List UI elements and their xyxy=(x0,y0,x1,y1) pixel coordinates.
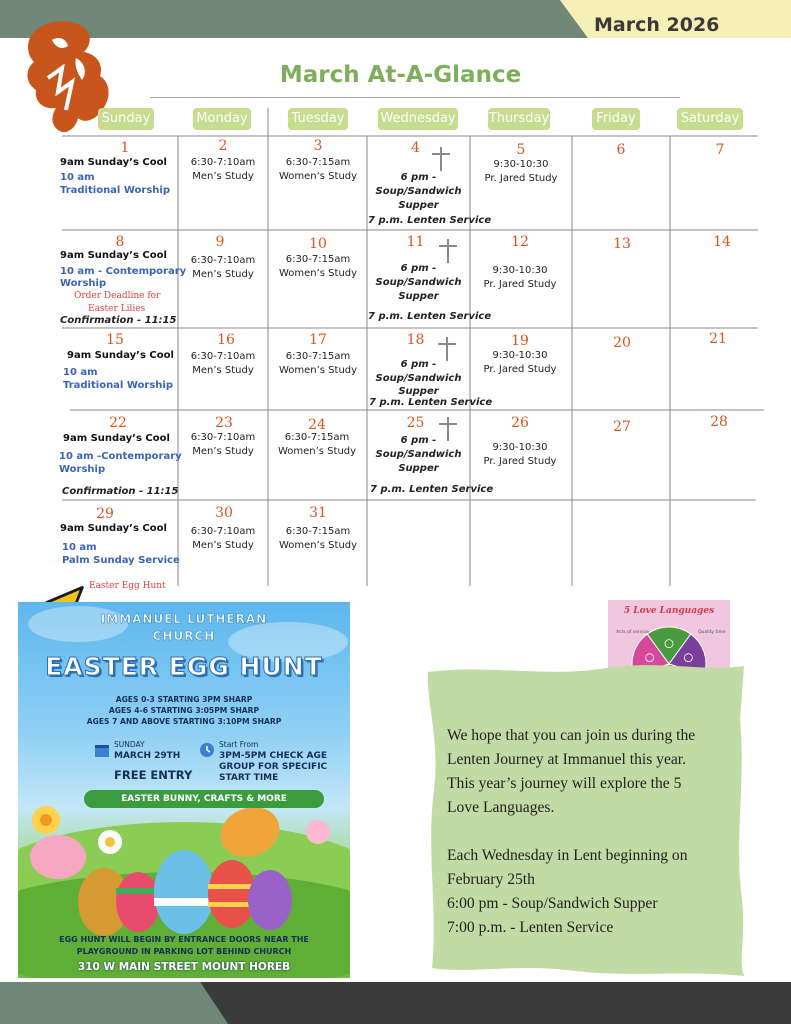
supper-event: Soup/Sandwich xyxy=(375,373,462,384)
supper-event-cont: Supper xyxy=(398,200,439,211)
calendar-cell-saturday xyxy=(670,142,770,158)
note-line xyxy=(447,820,747,844)
event-time: 9:30-10:30 xyxy=(493,159,549,170)
poster-location-1: EGG HUNT WILL BEGIN BY ENTRANCE DOORS NEAR THE xyxy=(59,935,309,944)
supper-time: 6 pm - xyxy=(400,359,437,370)
worship-time: 10 am - Contemporary xyxy=(60,266,187,277)
day-number: 16 xyxy=(217,332,235,348)
calendar-cell-monday xyxy=(178,415,268,459)
day-number: 12 xyxy=(511,234,529,250)
event-time: 9:30-10:30 xyxy=(492,265,548,276)
event-name: Men’s Study xyxy=(192,171,254,182)
calendar-cell-sunday xyxy=(50,506,160,522)
note-line: 6:00 pm - Soup/Sandwich Supper xyxy=(447,895,658,912)
day-number: 13 xyxy=(613,236,631,252)
day-number: 25 xyxy=(406,415,425,431)
easter-egg-hunt-poster xyxy=(18,602,350,978)
note-line: Lenten Journey at Immanuel this year. xyxy=(447,751,687,768)
calendar-cell-friday xyxy=(572,236,672,252)
event-name: Women’s Study xyxy=(278,268,358,279)
day-number: 11 xyxy=(406,234,425,250)
calendar-cell-tuesday xyxy=(268,138,368,184)
day-number: 20 xyxy=(613,335,631,351)
worship-event: Traditional Worship xyxy=(63,380,173,391)
calendar-cell-monday xyxy=(178,332,268,378)
note-line: We hope that you can join us during the xyxy=(447,727,696,744)
poster-day-label: SUNDAY xyxy=(114,740,145,749)
event-name: Women’s Study xyxy=(278,540,358,551)
day-number: 22 xyxy=(109,415,127,431)
note-line: Each Wednesday in Lent beginning on xyxy=(447,847,688,864)
calendar-cell-thursday xyxy=(470,142,572,186)
poster-ages-3: AGES 7 AND ABOVE STARTING 3:10PM SHARP xyxy=(86,717,282,726)
weekday-wednesday: Wednesday xyxy=(378,108,458,130)
sundays-cool-event: 9am Sunday’s Cool xyxy=(67,350,174,361)
note-line: 7:00 p.m. - Lenten Service xyxy=(447,919,614,936)
note-line: Love Languages. xyxy=(447,799,555,816)
calendar-cell-thursday xyxy=(470,234,570,292)
event-time: 9:30-10:30 xyxy=(492,442,548,453)
lily-deadline-note: Order Deadline for xyxy=(74,291,161,301)
poster-time-label: Start From xyxy=(219,740,259,749)
lenten-service: 7 p.m. Lenten Service xyxy=(368,311,492,322)
day-number: 2 xyxy=(218,138,228,154)
day-number: 19 xyxy=(511,333,529,349)
weekday-tuesday: Tuesday xyxy=(288,108,348,130)
lenten-note-text xyxy=(447,724,747,940)
event-time: 6:30-7:10am xyxy=(190,432,256,443)
sundays-cool-event: 9am Sunday’s Cool xyxy=(60,250,167,261)
event-time: 6:30-7:15am xyxy=(285,526,351,537)
calendar-cell-saturday xyxy=(670,234,774,250)
calendar-cell-monday xyxy=(178,234,268,282)
event-name: Pr. Jared Study xyxy=(483,364,557,375)
calendar-cell-saturday xyxy=(670,331,766,347)
day-number: 6 xyxy=(616,142,626,158)
month-label: March 2026 xyxy=(594,14,720,36)
event-time: 6:30-7:10am xyxy=(190,255,256,266)
supper-event: Soup/Sandwich xyxy=(375,277,462,288)
sundays-cool-event: 9am Sunday’s Cool xyxy=(60,523,167,534)
confirmation-event: Confirmation - 11:15 xyxy=(62,486,179,497)
poster-ages-2: AGES 4-6 STARTING 3:05PM SHARP xyxy=(108,706,260,715)
weekday-monday: Monday xyxy=(193,108,251,130)
supper-time: 6 pm - xyxy=(400,172,437,183)
lenten-service: 7 p.m. Lenten Service xyxy=(368,215,492,226)
calendar-cell-sunday xyxy=(50,234,190,250)
day-number: 18 xyxy=(406,332,425,348)
day-number: 30 xyxy=(215,505,233,521)
calendar-cell-friday xyxy=(572,335,672,351)
poster-address: 310 W MAIN STREET MOUNT HOREB xyxy=(77,961,291,973)
event-name: Women’s Study xyxy=(278,365,358,376)
day-number: 24 xyxy=(308,417,326,433)
event-time: 9:30-10:30 xyxy=(492,350,548,361)
day-number: 31 xyxy=(309,505,327,521)
day-number: 28 xyxy=(710,414,728,430)
event-time: 6:30-7:15am xyxy=(284,432,350,443)
day-number: 21 xyxy=(709,331,727,347)
worship-event: Worship xyxy=(59,464,106,475)
calendar-cell-tuesday xyxy=(268,236,368,281)
egg-hunt-note: Easter Egg Hunt xyxy=(89,581,166,591)
calendar-cell-saturday xyxy=(670,414,768,430)
supper-time: 6 pm - xyxy=(400,435,437,446)
poster-date: MARCH 29TH xyxy=(114,751,181,761)
day-number: 14 xyxy=(713,234,731,250)
poster-free-entry: FREE ENTRY xyxy=(114,768,193,782)
title-divider xyxy=(150,97,680,98)
calendar-cell-monday xyxy=(178,505,268,553)
supper-event-cont: Supper xyxy=(398,463,439,474)
day-number: 27 xyxy=(613,419,631,435)
day-number: 4 xyxy=(411,140,420,156)
day-number: 3 xyxy=(313,138,323,154)
poster-church-name-cont: CHURCH xyxy=(152,629,216,643)
calendar-cell-sunday xyxy=(50,332,180,348)
worship-time: 10 am xyxy=(63,367,98,378)
poster-church-name: IMMANUEL LUTHERAN xyxy=(100,612,268,626)
love-language-label: Acts of service xyxy=(616,630,649,635)
calendar-cell-thursday xyxy=(470,415,570,469)
day-number: 26 xyxy=(511,415,529,431)
worship-event: Traditional Worship xyxy=(60,185,170,196)
day-number: 8 xyxy=(115,234,125,250)
calendar-icon xyxy=(94,742,110,758)
event-name: Men’s Study xyxy=(192,365,254,376)
calendar-cell-friday xyxy=(572,142,670,158)
poster-activities-banner: EASTER BUNNY, CRAFTS & MORE xyxy=(84,790,324,808)
event-name: Pr. Jared Study xyxy=(484,173,558,184)
event-name: Men’s Study xyxy=(192,446,254,457)
lenten-service: 7 p.m. Lenten Service xyxy=(370,484,494,495)
calendar-cell-monday xyxy=(178,138,268,184)
worship-event: Worship xyxy=(60,278,107,289)
worship-time: 10 am xyxy=(62,542,97,553)
weekday-sunday: Sunday xyxy=(98,108,154,130)
cross-icon xyxy=(437,238,459,264)
poster-time-1: 3PM-5PM CHECK AGE xyxy=(219,751,327,761)
sundays-cool-event: 9am Sunday’s Cool xyxy=(63,433,170,444)
day-number: 29 xyxy=(96,506,114,522)
event-time: 6:30-7:15am xyxy=(285,254,351,265)
cross-icon xyxy=(430,146,452,172)
cross-icon xyxy=(437,416,459,442)
calendar-cell-tuesday xyxy=(268,332,368,378)
event-time: 6:30-7:15am xyxy=(285,351,351,362)
day-number: 1 xyxy=(120,140,130,156)
event-name: Women’s Study xyxy=(277,446,357,457)
supper-event-cont: Supper xyxy=(398,386,439,397)
sundays-cool-event: 9am Sunday’s Cool xyxy=(60,157,167,168)
lily-deadline-note-cont: Easter Lilies xyxy=(88,304,146,314)
day-number: 23 xyxy=(215,415,233,431)
worship-time: 10 am -Contemporary xyxy=(59,451,182,462)
confirmation-event: Confirmation - 11:15 xyxy=(60,315,177,326)
cross-icon xyxy=(436,336,458,362)
page-title: March At-A-Glance xyxy=(279,62,522,88)
day-number: 10 xyxy=(309,236,327,252)
event-name: Men’s Study xyxy=(192,269,254,280)
weekday-friday: Friday xyxy=(592,108,640,130)
calendar-cell-friday xyxy=(572,419,672,435)
calendar-cell-tuesday xyxy=(268,505,368,553)
day-number: 17 xyxy=(309,332,327,348)
poster-ages-1: AGES 0-3 STARTING 3PM SHARP xyxy=(115,695,253,704)
poster-location-2: PLAYGROUND IN PARKING LOT BEHIND CHURCH xyxy=(76,947,292,956)
event-time: 6:30-7:15am xyxy=(285,157,351,168)
supper-event: Soup/Sandwich xyxy=(375,186,462,197)
event-name: Pr. Jared Study xyxy=(483,456,557,467)
weekday-saturday: Saturday xyxy=(677,108,743,130)
note-line: February 25th xyxy=(447,871,535,888)
footer-gray-band xyxy=(0,982,228,1024)
worship-time: 10 am xyxy=(60,172,95,183)
footer-banner xyxy=(0,982,791,1024)
event-time: 6:30-7:10am xyxy=(190,351,256,362)
event-name: Pr. Jared Study xyxy=(483,279,557,290)
event-time: 6:30-7:10am xyxy=(190,157,256,168)
worship-event: Palm Sunday Service xyxy=(62,555,180,566)
love-language-label: Quality time xyxy=(698,630,726,635)
day-number: 5 xyxy=(516,142,526,158)
supper-event-cont: Supper xyxy=(398,291,439,302)
footer-dark-band xyxy=(200,982,791,1024)
love-languages-title: 5 Love Languages xyxy=(623,606,715,616)
calendar-cell-thursday xyxy=(470,333,570,377)
calendar-cell-tuesday xyxy=(268,417,366,459)
day-number: 7 xyxy=(715,142,725,158)
supper-event: Soup/Sandwich xyxy=(375,449,462,460)
calendar-cell-sunday xyxy=(50,415,186,431)
calendar-cell-wednesday xyxy=(367,140,470,213)
supper-time: 6 pm - xyxy=(400,263,437,274)
note-line: This year’s journey will explore the 5 xyxy=(447,775,682,792)
poster-time-2: GROUP FOR SPECIFIC xyxy=(219,762,328,772)
event-name: Women’s Study xyxy=(278,171,358,182)
day-number: 9 xyxy=(215,234,225,250)
lenten-service: 7 p.m. Lenten Service xyxy=(369,397,493,408)
weekday-header-row xyxy=(0,108,791,130)
poster-time-3: START TIME xyxy=(219,773,279,783)
clock-icon xyxy=(199,742,215,758)
event-name: Men’s Study xyxy=(192,540,254,551)
event-time: 6:30-7:10am xyxy=(190,526,256,537)
day-number: 15 xyxy=(106,332,124,348)
poster-title: EASTER EGG HUNT xyxy=(45,652,323,681)
weekday-thursday: Thursday xyxy=(488,108,550,130)
